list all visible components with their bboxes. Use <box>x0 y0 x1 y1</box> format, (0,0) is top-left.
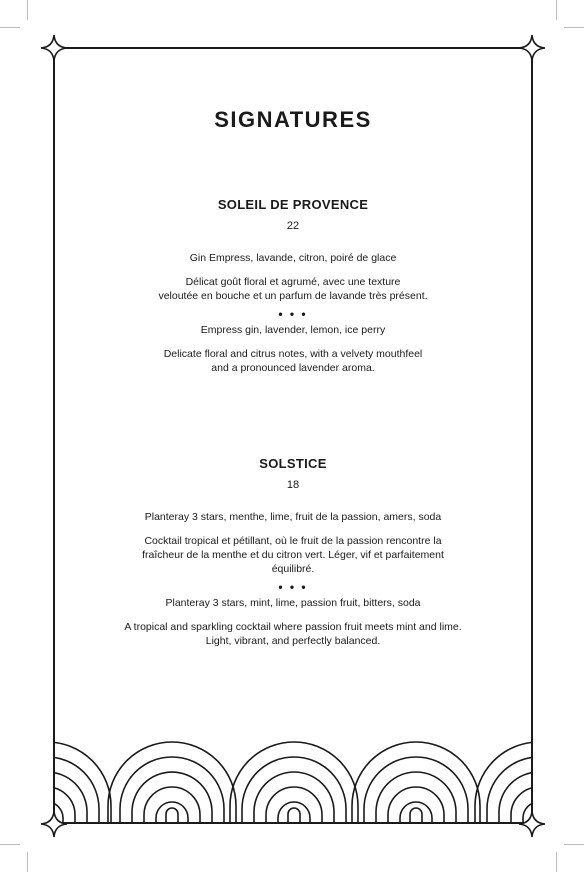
four-point-star-icon <box>519 35 545 61</box>
description-line: Délicat goût floral et agrumé, avec une texture <box>185 276 401 288</box>
separator-dots: • • • <box>278 580 308 594</box>
crop-mark-top-right-v <box>556 0 557 20</box>
description-line: Light, vibrant, and perfectly balanced. <box>205 635 381 647</box>
arch-keystone <box>288 808 300 822</box>
arch-ring <box>511 787 531 822</box>
cocktail-name: SOLSTICE <box>259 456 327 471</box>
crop-mark-top-right-h <box>564 27 584 28</box>
description-en <box>83 620 503 648</box>
description-fr <box>103 275 483 303</box>
arches-ornament <box>55 740 531 822</box>
crop-mark-bottom-right-h <box>564 844 584 845</box>
arch-ring <box>364 757 468 822</box>
arch-ring <box>242 757 346 822</box>
description-line: équilibré. <box>271 563 315 575</box>
arch-ring <box>400 802 432 822</box>
arch-ring <box>266 787 322 822</box>
page-title: SIGNATURES <box>214 107 372 132</box>
arch-ring <box>475 742 531 822</box>
arch-ring <box>120 757 224 822</box>
crop-mark-top-left-v <box>27 0 28 20</box>
cocktail-item-solstice <box>55 456 531 648</box>
description-line: fraîcheur de la menthe et du citron vert. Léger, vif et parfaitement <box>142 549 444 561</box>
arch-ring <box>55 772 87 822</box>
description-line: veloutée en bouche et un parfum de lavande très présent. <box>158 290 428 302</box>
separator-dots: • • • <box>278 307 308 321</box>
arch-keystone <box>166 808 178 822</box>
arch-ring <box>55 787 75 822</box>
arch-ring <box>388 787 444 822</box>
cocktail-price: 22 <box>286 220 300 232</box>
arch-ring <box>278 802 310 822</box>
arch-ring <box>499 772 531 822</box>
description-fr <box>103 534 483 576</box>
menu-frame <box>53 47 533 824</box>
cocktail-price: 18 <box>286 479 300 491</box>
ingredients-en: Empress gin, lavender, lemon, ice perry <box>200 324 386 336</box>
arch-ring <box>55 802 63 822</box>
crop-mark-bottom-left-h <box>0 844 20 845</box>
ingredients-en: Planteray 3 stars, mint, lime, passion fruit, bitters, soda <box>165 597 421 609</box>
arch-ring <box>156 802 188 822</box>
description-line: Cocktail tropical et pétillant, où le fruit de la passion rencontre la <box>144 535 442 547</box>
ingredients-fr: Planteray 3 stars, menthe, lime, fruit de la passion, amers, soda <box>144 511 442 523</box>
cocktail-item-soleil-de-provence <box>55 197 531 375</box>
description-line: A tropical and sparkling cocktail where passion fruit meets mint and lime. <box>124 621 462 633</box>
description-en <box>103 347 483 375</box>
four-point-star-icon <box>41 35 67 61</box>
crop-mark-bottom-left-v <box>27 852 28 872</box>
description-line: Delicate floral and citrus notes, with a velvety mouthfeel <box>163 348 423 360</box>
arch-ring <box>55 742 111 822</box>
arch-keystone <box>410 808 422 822</box>
cocktail-name: SOLEIL DE PROVENCE <box>217 197 369 212</box>
crop-mark-top-left-h <box>0 27 20 28</box>
ingredients-fr: Gin Empress, lavande, citron, poiré de glace <box>189 252 397 264</box>
crop-mark-bottom-right-v <box>556 852 557 872</box>
arch-ring <box>144 787 200 822</box>
arch-ring <box>523 802 531 822</box>
description-line: and a pronounced lavender aroma. <box>211 362 375 374</box>
